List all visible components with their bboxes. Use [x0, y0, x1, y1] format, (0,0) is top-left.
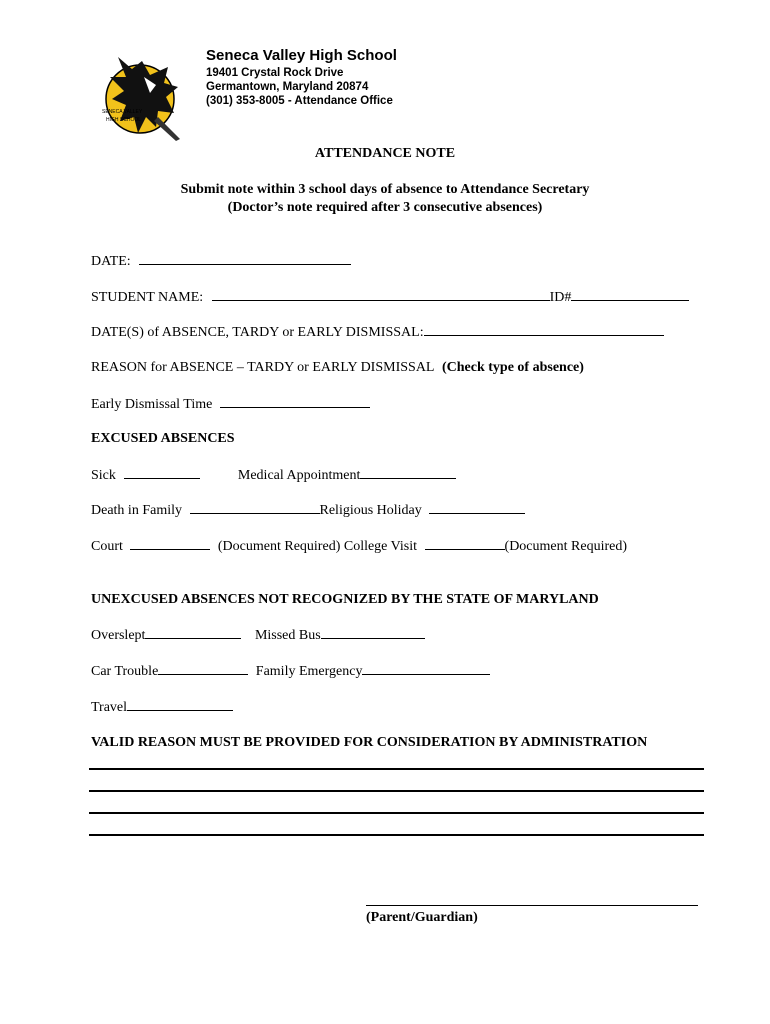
instruction-line-2: (Doctor’s note required after 3 consecutive absences): [227, 200, 543, 215]
overslept-field[interactable]: [145, 625, 241, 639]
student-name-row: [91, 287, 689, 307]
court-row: [91, 536, 627, 556]
death-field[interactable]: [190, 500, 320, 514]
reason-hint: (Check type of absence): [441, 360, 584, 375]
reason-line-1[interactable]: [89, 768, 704, 770]
date-label: DATE:: [91, 254, 131, 269]
car-trouble-label: Car Trouble: [91, 664, 159, 679]
excused-heading: EXCUSED ABSENCES: [91, 431, 235, 446]
reason-line-2[interactable]: [89, 790, 704, 792]
absence-dates-field[interactable]: [424, 322, 664, 336]
school-name: Seneca Valley High School: [206, 47, 397, 64]
absence-dates-label: DATE(S) of ABSENCE, TARDY or EARLY DISMISSAL:: [91, 325, 424, 340]
travel-label: Travel: [91, 700, 128, 715]
medical-field[interactable]: [360, 465, 456, 479]
court-note: (Document Required) College Visit: [217, 539, 418, 554]
missed-bus-label: Missed Bus: [254, 628, 321, 643]
logo-text-2: HIGH SCHOOL: [106, 117, 142, 123]
car-trouble-row: [91, 661, 490, 681]
family-emergency-label: Family Emergency: [255, 664, 363, 679]
phone-line: (301) 353-8005 - Attendance Office: [206, 95, 393, 107]
date-field[interactable]: [139, 251, 351, 265]
valid-reason-heading: VALID REASON MUST BE PROVIDED FOR CONSIDERATION BY ADMINISTRATION: [91, 735, 648, 750]
death-label: Death in Family: [91, 503, 182, 518]
early-dismissal-row: [91, 394, 370, 414]
college-visit-field[interactable]: [425, 536, 505, 550]
college-note: (Document Required): [504, 539, 627, 554]
id-label: ID#: [549, 290, 572, 305]
student-name-field[interactable]: [212, 287, 550, 301]
death-row: [91, 500, 525, 520]
instruction-line-1: Submit note within 3 school days of absence to Attendance Secretary: [180, 182, 590, 197]
sick-row: [91, 465, 456, 485]
car-trouble-field[interactable]: [158, 661, 248, 675]
student-id-field[interactable]: [571, 287, 689, 301]
overslept-label: Overslept: [91, 628, 146, 643]
form-title: ATTENDANCE NOTE: [314, 146, 456, 161]
eagle-emblem-icon: [98, 47, 188, 143]
court-label: Court: [91, 539, 123, 554]
early-dismissal-field[interactable]: [220, 394, 370, 408]
logo-text-1: SENECA VALLEY: [102, 109, 143, 115]
family-emergency-field[interactable]: [362, 661, 490, 675]
court-field[interactable]: [130, 536, 210, 550]
religious-label: Religious Holiday: [319, 503, 422, 518]
date-row: [91, 251, 351, 271]
sick-label: Sick: [91, 468, 116, 483]
religious-field[interactable]: [429, 500, 525, 514]
travel-field[interactable]: [127, 697, 233, 711]
overslept-row: [91, 625, 425, 645]
address-line-1: 19401 Crystal Rock Drive: [206, 67, 344, 79]
early-dismissal-label: Early Dismissal Time: [91, 397, 213, 412]
sick-field[interactable]: [124, 465, 200, 479]
address-line-2: Germantown, Maryland 20874: [206, 81, 369, 93]
signature-line[interactable]: [366, 905, 698, 906]
reason-line-3[interactable]: [89, 812, 704, 814]
missed-bus-field[interactable]: [321, 625, 425, 639]
reason-label: REASON for ABSENCE – TARDY or EARLY DISMISSAL: [91, 360, 435, 375]
travel-row: [91, 697, 233, 717]
reason-row: [91, 358, 584, 378]
unexcused-heading: UNEXCUSED ABSENCES NOT RECOGNIZED BY THE STATE OF MARYLAND: [91, 592, 599, 607]
medical-label: Medical Appointment: [237, 468, 361, 483]
signature-label: (Parent/Guardian): [366, 910, 478, 925]
absence-dates-row: [91, 322, 664, 342]
student-name-label: STUDENT NAME:: [91, 290, 204, 305]
school-logo: [98, 47, 188, 143]
reason-line-4[interactable]: [89, 834, 704, 836]
